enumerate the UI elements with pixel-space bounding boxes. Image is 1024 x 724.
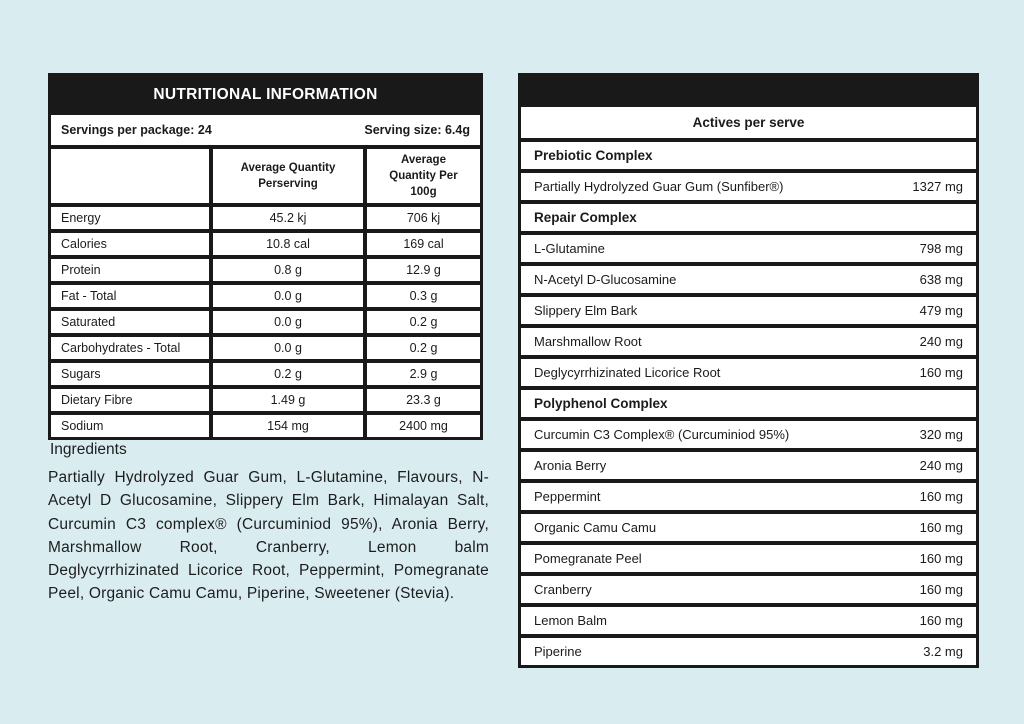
per-100g-value: 169 cal [367,233,480,255]
active-ingredient-name: L-Glutamine [534,241,605,256]
per-serving-value: 154 mg [213,415,363,437]
active-ingredient-name: Cranberry [534,582,592,597]
actives-section-label: Polyphenol Complex [534,396,668,411]
per-100g-value: 0.3 g [367,285,480,307]
active-ingredient-name: Aronia Berry [534,458,607,473]
serving-info-row [51,115,480,145]
active-ingredient-amount: 798 mg [919,241,963,256]
actives-item-row [521,638,976,665]
nutrient-label: Saturated [51,311,209,333]
active-ingredient-name: Curcumin C3 Complex® (Curcuminiod 95%) [534,427,790,442]
nutrient-label: Sugars [51,363,209,385]
nutrition-information-panel [48,73,483,440]
actives-section-header-row [521,204,976,231]
actives-item-row [521,514,976,541]
per-serving-value: 0.0 g [213,285,363,307]
nutrition-row [51,389,480,411]
actives-item-row [521,421,976,448]
serving-size: Serving size: 6.4g [364,123,470,137]
per-100g-value: 0.2 g [367,337,480,359]
nutrition-row [51,207,480,229]
ingredients-heading: Ingredients [50,441,127,458]
active-ingredient-amount: 1327 mg [912,179,963,194]
active-ingredient-name: Deglycyrrhizinated Licorice Root [534,365,721,380]
column-header-per-100g: Average Quantity Per 100g [367,149,480,203]
active-ingredient-name: Piperine [534,644,582,659]
actives-item-row [521,359,976,386]
nutrition-row [51,415,480,437]
nutrition-row [51,285,480,307]
active-ingredient-name: Slippery Elm Bark [534,303,638,318]
nutrition-rows [51,207,480,437]
nutrient-label: Energy [51,207,209,229]
per-serving-value: 0.8 g [213,259,363,281]
column-header-row [51,149,480,203]
actives-rows [521,142,976,665]
nutrient-label: Fat - Total [51,285,209,307]
nutrition-row [51,363,480,385]
actives-item-row [521,235,976,262]
nutrition-row [51,311,480,333]
actives-item-row [521,607,976,634]
active-ingredient-amount: 320 mg [919,427,963,442]
actives-section-header-row [521,390,976,417]
nutrition-row [51,337,480,359]
actives-top-bar [521,76,976,107]
per-serving-value: 0.0 g [213,337,363,359]
active-ingredient-amount: 638 mg [919,272,963,287]
nutrition-row [51,233,480,255]
nutrition-row [51,259,480,281]
nutrient-label: Sodium [51,415,209,437]
active-ingredient-amount: 240 mg [919,334,963,349]
per-100g-value: 12.9 g [367,259,480,281]
active-ingredient-name: N-Acetyl D-Glucosamine [534,272,677,287]
active-ingredient-name: Peppermint [534,489,601,504]
active-ingredient-name: Partially Hydrolyzed Guar Gum (Sunfiber®) [534,179,784,194]
active-ingredient-amount: 160 mg [919,489,963,504]
actives-item-row [521,328,976,355]
active-ingredient-name: Organic Camu Camu [534,520,657,535]
active-ingredient-amount: 160 mg [919,520,963,535]
active-ingredient-amount: 160 mg [919,551,963,566]
actives-item-row [521,297,976,324]
per-100g-value: 23.3 g [367,389,480,411]
ingredients-text: Partially Hydrolyzed Guar Gum, L-Glutamine, Flavours, N-Acetyl D Glucosamine, Slippery Elm Bark, Himalayan Salt, Curcumin C3 complex® (Curcuminiod 95%), Aronia Berry, Marshmallow Root, Cranberry, Lemon balm Deglycyrrhizinated Licorice Root, Peppermint, Pomegranate Peel, Organic Camu Camu, Piperine, Sweetener (Stevia). [48,469,489,603]
active-ingredient-name: Lemon Balm [534,613,607,628]
actives-item-row [521,452,976,479]
per-100g-value: 2400 mg [367,415,480,437]
per-serving-value: 45.2 kj [213,207,363,229]
per-serving-value: 1.49 g [213,389,363,411]
actives-item-row [521,483,976,510]
nutrient-label: Calories [51,233,209,255]
nutrient-label: Protein [51,259,209,281]
per-100g-value: 2.9 g [367,363,480,385]
active-ingredient-amount: 160 mg [919,365,963,380]
ingredients-section [48,441,489,606]
actives-item-row [521,576,976,603]
actives-panel [518,73,979,668]
nutrient-label: Carbohydrates - Total [51,337,209,359]
per-serving-value: 10.8 cal [213,233,363,255]
active-ingredient-name: Marshmallow Root [534,334,642,349]
actives-section-label: Repair Complex [534,210,637,225]
per-100g-value: 0.2 g [367,311,480,333]
actives-panel-title: Actives per serve [521,107,976,138]
per-serving-value: 0.2 g [213,363,363,385]
active-ingredient-amount: 240 mg [919,458,963,473]
actives-item-row [521,545,976,572]
active-ingredient-amount: 160 mg [919,613,963,628]
actives-section-header-row [521,142,976,169]
servings-per-package: Servings per package: 24 [61,123,212,137]
per-serving-value: 0.0 g [213,311,363,333]
actives-item-row [521,266,976,293]
column-header-spacer [51,149,209,203]
actives-item-row [521,173,976,200]
active-ingredient-amount: 160 mg [919,582,963,597]
column-header-per-serving: Average Quantity Perserving [213,149,363,203]
actives-section-label: Prebiotic Complex [534,148,653,163]
active-ingredient-amount: 3.2 mg [923,644,963,659]
nutrition-panel-title: NUTRITIONAL INFORMATION [153,86,378,103]
active-ingredient-amount: 479 mg [919,303,963,318]
nutrient-label: Dietary Fibre [51,389,209,411]
active-ingredient-name: Pomegranate Peel [534,551,642,566]
per-100g-value: 706 kj [367,207,480,229]
